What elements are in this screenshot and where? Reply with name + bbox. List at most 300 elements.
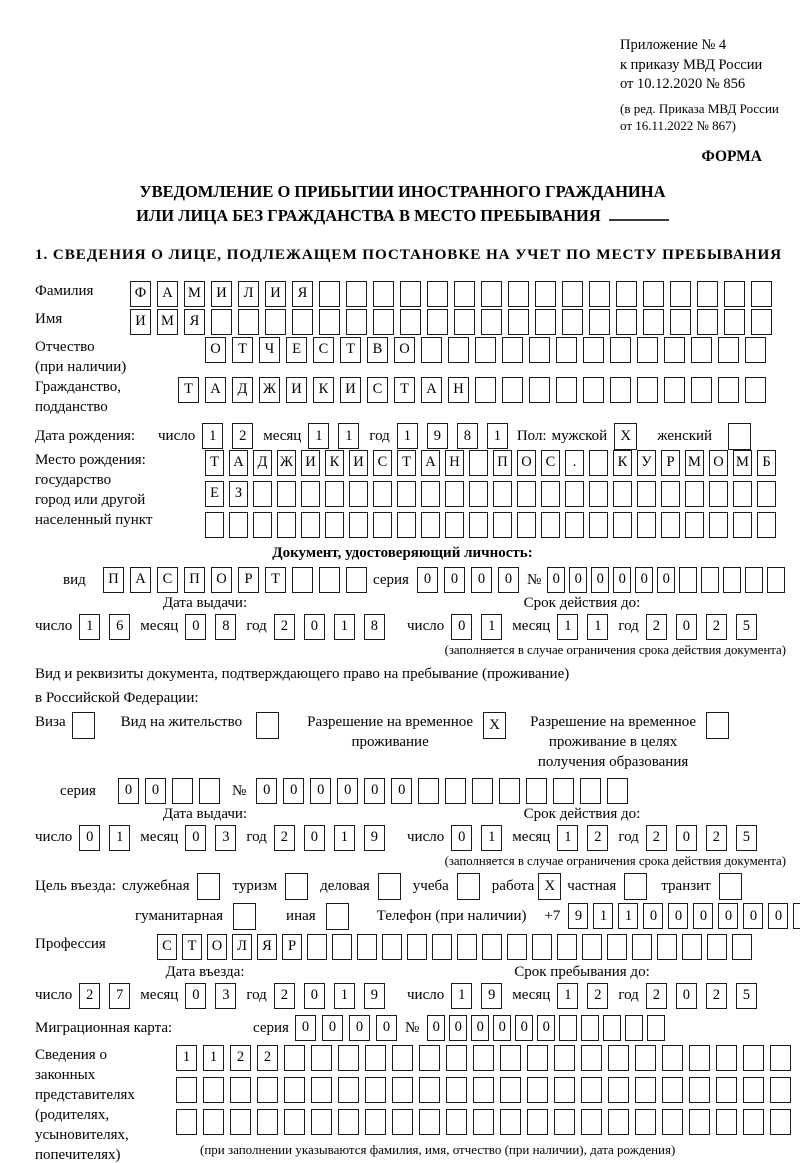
form-cell[interactable] [346,281,367,307]
form-cell[interactable] [689,1045,710,1071]
form-cell[interactable] [691,377,712,403]
form-cell[interactable]: С [541,450,560,476]
form-cell[interactable]: 0 [79,825,100,851]
form-cell[interactable]: 0 [185,825,206,851]
form-cell[interactable]: 1 [338,423,359,449]
form-cell[interactable]: 2 [79,983,100,1009]
form-cell[interactable] [582,934,602,960]
form-cell[interactable] [230,1077,251,1103]
form-cell[interactable]: 0 [493,1015,511,1041]
form-cell[interactable] [292,567,313,593]
form-cell[interactable] [421,512,440,538]
form-cell[interactable]: Т [397,450,416,476]
form-cell[interactable]: О [517,450,536,476]
form-cell[interactable] [670,281,691,307]
form-cell[interactable] [517,512,536,538]
form-cell[interactable] [205,512,224,538]
form-cell[interactable]: 3 [215,825,236,851]
form-cell[interactable] [709,481,728,507]
form-cell[interactable] [419,1045,440,1071]
form-cell[interactable]: 0 [364,778,385,804]
form-cell[interactable]: 2 [274,983,295,1009]
form-cell[interactable]: 1 [557,825,578,851]
form-cell[interactable] [277,512,296,538]
form-cell[interactable]: В [367,337,388,363]
form-cell[interactable] [562,309,583,335]
form-cell[interactable] [446,1109,467,1135]
form-cell[interactable] [446,1077,467,1103]
form-cell[interactable]: 2 [274,825,295,851]
form-cell[interactable]: Т [340,337,361,363]
form-cell[interactable] [365,1109,386,1135]
form-cell[interactable] [365,1077,386,1103]
form-cell[interactable]: 0 [376,1015,397,1041]
form-cell[interactable]: И [340,377,361,403]
form-cell[interactable]: У [637,450,656,476]
form-cell[interactable]: М [685,450,704,476]
form-cell[interactable]: 0 [515,1015,533,1041]
form-cell[interactable] [445,481,464,507]
form-cell[interactable] [253,512,272,538]
form-cell[interactable]: О [205,337,226,363]
form-cell[interactable]: Д [232,377,253,403]
form-cell[interactable] [723,567,741,593]
form-cell[interactable] [277,481,296,507]
form-cell[interactable]: 1 [481,614,502,640]
form-cell[interactable]: 1 [202,423,223,449]
form-cell[interactable] [481,281,502,307]
form-cell[interactable] [581,1045,602,1071]
form-cell[interactable] [469,450,488,476]
form-cell[interactable]: А [130,567,151,593]
form-cell[interactable] [257,1077,278,1103]
form-cell[interactable] [541,512,560,538]
form-cell[interactable]: 8 [457,423,478,449]
form-cell[interactable] [743,1045,764,1071]
form-cell[interactable] [517,481,536,507]
form-cell[interactable] [661,512,680,538]
form-cell[interactable]: И [301,450,320,476]
form-cell[interactable] [580,778,601,804]
form-cell[interactable] [607,934,627,960]
form-cell[interactable] [637,377,658,403]
form-cell[interactable] [743,1109,764,1135]
form-cell[interactable]: 0 [337,778,358,804]
form-cell[interactable] [581,1015,599,1041]
form-cell[interactable] [238,309,259,335]
form-cell[interactable] [301,512,320,538]
form-cell[interactable]: К [613,450,632,476]
form-cell[interactable]: 0 [304,983,325,1009]
form-cell[interactable] [662,1045,683,1071]
form-cell[interactable] [454,281,475,307]
form-cell[interactable] [770,1045,791,1071]
form-cell[interactable] [581,1109,602,1135]
form-cell[interactable] [230,1109,251,1135]
form-cell[interactable] [419,1077,440,1103]
form-cell[interactable]: 9 [481,983,502,1009]
form-cell[interactable] [475,337,496,363]
form-cell[interactable]: 0 [613,567,631,593]
form-cell[interactable]: О [394,337,415,363]
form-cell[interactable] [203,1077,224,1103]
form-cell[interactable]: 8 [364,614,385,640]
form-cell[interactable] [229,512,248,538]
form-cell[interactable]: 1 [334,983,355,1009]
form-cell[interactable] [635,1109,656,1135]
form-cell[interactable] [418,778,439,804]
form-cell[interactable]: Т [178,377,199,403]
form-cell[interactable] [397,512,416,538]
form-cell[interactable] [716,1109,737,1135]
form-cell[interactable] [332,934,352,960]
form-cell[interactable] [657,934,677,960]
form-cell[interactable] [253,481,272,507]
form-cell[interactable]: 0 [498,567,519,593]
form-cell[interactable]: Т [394,377,415,403]
form-cell[interactable]: З [229,481,248,507]
form-cell[interactable] [616,281,637,307]
form-cell[interactable] [199,778,220,804]
residence-permit-checkbox[interactable] [256,712,279,739]
form-cell[interactable] [526,778,547,804]
form-cell[interactable]: А [157,281,178,307]
form-cell[interactable]: 2 [587,983,608,1009]
form-cell[interactable] [338,1077,359,1103]
form-cell[interactable] [709,512,728,538]
form-cell[interactable]: 0 [768,903,788,929]
form-cell[interactable] [733,481,752,507]
form-cell[interactable] [346,309,367,335]
form-cell[interactable] [608,1077,629,1103]
form-cell[interactable] [697,281,718,307]
sex-female-checkbox[interactable] [728,423,751,450]
form-cell[interactable] [554,1077,575,1103]
form-cell[interactable] [502,377,523,403]
form-cell[interactable]: 2 [232,423,253,449]
form-cell[interactable] [616,309,637,335]
form-cell[interactable] [373,481,392,507]
form-cell[interactable] [732,934,752,960]
form-cell[interactable]: 1 [79,614,100,640]
form-cell[interactable] [613,481,632,507]
form-cell[interactable]: Р [282,934,302,960]
form-cell[interactable]: 9 [364,825,385,851]
form-cell[interactable] [689,1109,710,1135]
form-cell[interactable]: Н [448,377,469,403]
form-cell[interactable] [284,1109,305,1135]
form-cell[interactable]: 1 [557,983,578,1009]
form-cell[interactable] [325,481,344,507]
form-cell[interactable]: 2 [646,614,667,640]
form-cell[interactable] [499,778,520,804]
purpose-rabota-checkbox[interactable]: X [538,873,561,900]
form-cell[interactable]: 1 [334,825,355,851]
form-cell[interactable] [589,309,610,335]
form-cell[interactable]: 5 [736,983,757,1009]
form-cell[interactable] [556,377,577,403]
form-cell[interactable]: 5 [736,614,757,640]
form-cell[interactable] [697,309,718,335]
form-cell[interactable] [457,934,477,960]
form-cell[interactable] [608,1109,629,1135]
form-cell[interactable] [445,512,464,538]
form-cell[interactable] [527,1077,548,1103]
form-cell[interactable] [493,481,512,507]
form-cell[interactable]: Т [232,337,253,363]
form-cell[interactable]: 2 [587,825,608,851]
form-cell[interactable]: 0 [676,983,697,1009]
form-cell[interactable]: Ф [130,281,151,307]
form-cell[interactable] [500,1045,521,1071]
form-cell[interactable] [745,337,766,363]
form-cell[interactable] [589,481,608,507]
form-cell[interactable] [257,1109,278,1135]
form-cell[interactable]: 0 [657,567,675,593]
edu-permit-checkbox[interactable] [706,712,729,739]
form-cell[interactable] [647,1015,665,1041]
form-cell[interactable]: 2 [257,1045,278,1071]
form-cell[interactable]: П [184,567,205,593]
form-cell[interactable]: П [493,450,512,476]
form-cell[interactable]: 1 [203,1045,224,1071]
form-cell[interactable] [541,481,560,507]
form-cell[interactable] [679,567,697,593]
form-cell[interactable] [745,567,763,593]
form-cell[interactable]: Я [184,309,205,335]
form-cell[interactable] [716,1045,737,1071]
form-cell[interactable]: 7 [109,983,130,1009]
form-cell[interactable]: 0 [427,1015,445,1041]
form-cell[interactable]: 0 [693,903,713,929]
form-cell[interactable]: С [367,377,388,403]
form-cell[interactable] [419,1109,440,1135]
form-cell[interactable] [664,337,685,363]
form-cell[interactable] [770,1077,791,1103]
form-cell[interactable] [502,337,523,363]
form-cell[interactable] [392,1045,413,1071]
form-cell[interactable]: 0 [547,567,565,593]
form-cell[interactable] [319,309,340,335]
form-cell[interactable] [535,281,556,307]
form-cell[interactable] [319,281,340,307]
form-cell[interactable] [472,778,493,804]
form-cell[interactable] [767,567,785,593]
form-cell[interactable] [610,377,631,403]
form-cell[interactable]: 2 [230,1045,251,1071]
form-cell[interactable]: 0 [449,1015,467,1041]
form-cell[interactable] [392,1109,413,1135]
form-cell[interactable] [421,337,442,363]
form-cell[interactable] [607,778,628,804]
form-cell[interactable]: 8 [215,614,236,640]
form-cell[interactable] [475,377,496,403]
form-cell[interactable]: 6 [109,614,130,640]
form-cell[interactable] [176,1109,197,1135]
form-cell[interactable]: О [207,934,227,960]
form-cell[interactable]: 0 [743,903,763,929]
form-cell[interactable] [325,512,344,538]
form-cell[interactable]: 0 [283,778,304,804]
form-cell[interactable] [562,281,583,307]
form-cell[interactable]: 1 [557,614,578,640]
form-cell[interactable]: 0 [417,567,438,593]
form-cell[interactable] [319,567,340,593]
form-cell[interactable]: Б [757,450,776,476]
form-cell[interactable]: 9 [427,423,448,449]
form-cell[interactable]: 0 [676,825,697,851]
form-cell[interactable] [349,481,368,507]
form-cell[interactable] [448,337,469,363]
form-cell[interactable]: 0 [444,567,465,593]
form-cell[interactable] [508,309,529,335]
form-cell[interactable] [382,934,402,960]
form-cell[interactable] [527,1045,548,1071]
form-cell[interactable] [682,934,702,960]
form-cell[interactable] [589,450,608,476]
form-cell[interactable]: 1 [487,423,508,449]
form-cell[interactable] [529,377,550,403]
form-cell[interactable]: П [103,567,124,593]
form-cell[interactable] [507,934,527,960]
purpose-delovaya-checkbox[interactable] [378,873,401,900]
form-cell[interactable] [357,934,377,960]
form-cell[interactable] [664,377,685,403]
form-cell[interactable]: 1 [618,903,638,929]
form-cell[interactable] [553,778,574,804]
form-cell[interactable] [373,309,394,335]
form-cell[interactable] [211,309,232,335]
form-cell[interactable]: 0 [676,614,697,640]
form-cell[interactable]: Я [257,934,277,960]
form-cell[interactable] [625,1015,643,1041]
form-cell[interactable] [583,377,604,403]
purpose-tranzit-checkbox[interactable] [719,873,742,900]
form-cell[interactable]: Д [253,450,272,476]
form-cell[interactable]: 2 [274,614,295,640]
form-cell[interactable]: Ч [259,337,280,363]
form-cell[interactable]: 0 [391,778,412,804]
form-cell[interactable]: 0 [718,903,738,929]
form-cell[interactable] [427,281,448,307]
form-cell[interactable] [685,512,704,538]
form-cell[interactable] [716,1077,737,1103]
form-cell[interactable]: Р [661,450,680,476]
purpose-turizm-checkbox[interactable] [285,873,308,900]
form-cell[interactable]: А [205,377,226,403]
form-cell[interactable] [565,481,584,507]
form-cell[interactable] [745,377,766,403]
form-cell[interactable] [292,309,313,335]
form-cell[interactable]: 0 [322,1015,343,1041]
form-cell[interactable] [635,1045,656,1071]
form-cell[interactable]: 0 [295,1015,316,1041]
form-cell[interactable] [493,512,512,538]
form-cell[interactable] [724,281,745,307]
form-cell[interactable] [469,512,488,538]
form-cell[interactable] [770,1109,791,1135]
form-cell[interactable]: И [286,377,307,403]
form-cell[interactable]: 0 [451,614,472,640]
form-cell[interactable] [689,1077,710,1103]
form-cell[interactable] [400,281,421,307]
form-cell[interactable]: 1 [176,1045,197,1071]
form-cell[interactable] [427,309,448,335]
form-cell[interactable]: 1 [481,825,502,851]
form-cell[interactable]: Н [445,450,464,476]
form-cell[interactable]: И [349,450,368,476]
form-cell[interactable] [373,281,394,307]
form-cell[interactable]: А [229,450,248,476]
form-cell[interactable]: О [709,450,728,476]
form-cell[interactable] [307,934,327,960]
form-cell[interactable]: Ж [259,377,280,403]
form-cell[interactable] [535,309,556,335]
form-cell[interactable]: 0 [591,567,609,593]
form-cell[interactable] [608,1045,629,1071]
form-cell[interactable] [610,337,631,363]
form-cell[interactable]: 9 [568,903,588,929]
form-cell[interactable]: А [421,450,440,476]
form-cell[interactable]: Р [238,567,259,593]
form-cell[interactable] [743,1077,764,1103]
form-cell[interactable] [508,281,529,307]
form-cell[interactable] [400,309,421,335]
form-cell[interactable]: 2 [706,825,727,851]
form-cell[interactable] [565,512,584,538]
form-cell[interactable]: 3 [215,983,236,1009]
form-cell[interactable]: И [265,281,286,307]
purpose-ucheba-checkbox[interactable] [457,873,480,900]
form-cell[interactable] [733,512,752,538]
form-cell[interactable] [176,1077,197,1103]
form-cell[interactable] [446,1045,467,1071]
form-cell[interactable]: Т [205,450,224,476]
form-cell[interactable]: 0 [668,903,688,929]
form-cell[interactable] [603,1015,621,1041]
purpose-chastnaya-checkbox[interactable] [624,873,647,900]
form-cell[interactable] [581,1077,602,1103]
form-cell[interactable]: . [565,450,584,476]
form-cell[interactable] [301,481,320,507]
form-cell[interactable] [500,1077,521,1103]
form-cell[interactable]: 2 [706,614,727,640]
form-cell[interactable]: 0 [256,778,277,804]
form-cell[interactable] [554,1045,575,1071]
form-cell[interactable] [556,337,577,363]
form-cell[interactable] [632,934,652,960]
purpose-sluzhebnaya-checkbox[interactable] [197,873,220,900]
form-cell[interactable]: С [157,567,178,593]
form-cell[interactable] [311,1045,332,1071]
form-cell[interactable]: Л [232,934,252,960]
form-cell[interactable]: 0 [304,825,325,851]
form-cell[interactable] [473,1045,494,1071]
form-cell[interactable] [421,481,440,507]
form-cell[interactable]: 0 [349,1015,370,1041]
form-cell[interactable]: 1 [587,614,608,640]
form-cell[interactable]: 0 [471,1015,489,1041]
form-cell[interactable]: 0 [569,567,587,593]
form-cell[interactable] [637,512,656,538]
form-cell[interactable] [662,1109,683,1135]
form-cell[interactable]: 0 [643,903,663,929]
purpose-gumanitarnaya-checkbox[interactable] [233,903,256,930]
form-cell[interactable] [482,934,502,960]
form-cell[interactable] [311,1109,332,1135]
form-cell[interactable] [724,309,745,335]
form-cell[interactable] [793,903,800,929]
